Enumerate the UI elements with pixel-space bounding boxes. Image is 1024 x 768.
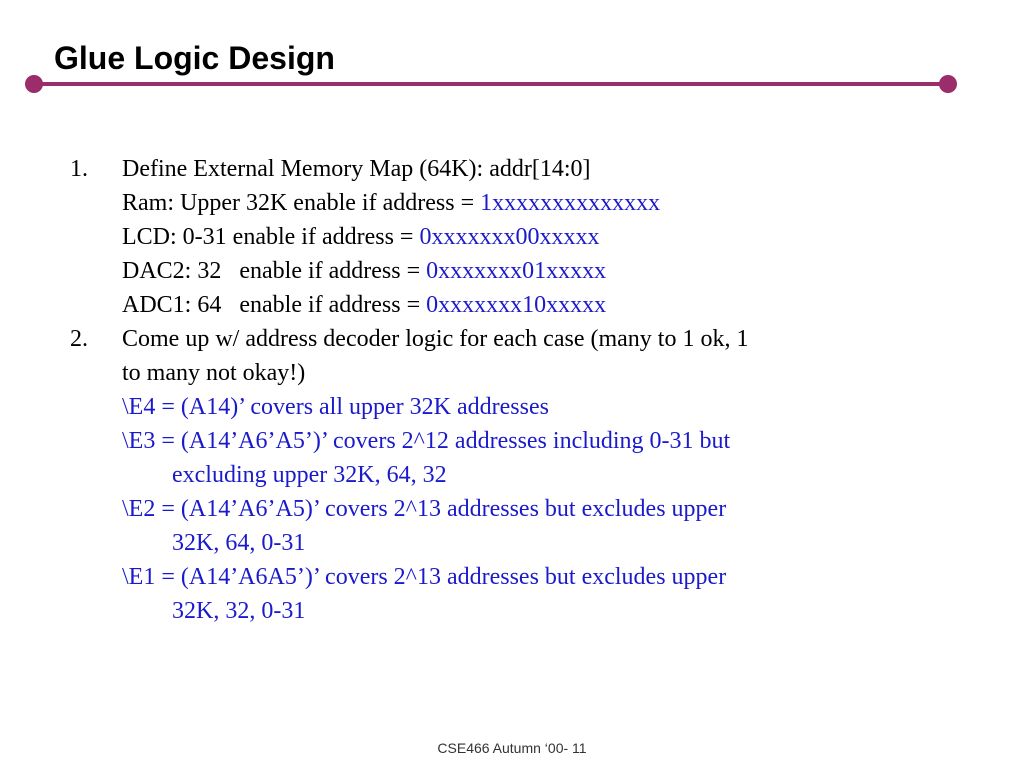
memory-map-row-dac2	[122, 256, 606, 286]
row-label: ADC1: 64 enable if address =	[122, 292, 427, 318]
row-label: DAC2: 32 enable if address =	[122, 258, 427, 284]
item-2-heading-line2: to many not okay!)	[122, 360, 306, 386]
memory-map-row-lcd	[122, 222, 599, 252]
row-address-pattern: 0xxxxxxx01xxxxx	[426, 258, 607, 284]
row-label: LCD: 0-31 enable if address =	[122, 224, 420, 250]
item-2-number: 2.	[70, 326, 88, 352]
equation-e2-continued: 32K, 64, 0-31	[172, 530, 306, 556]
row-address-pattern: 0xxxxxxx10xxxxx	[426, 292, 607, 318]
row-address-pattern: 1xxxxxxxxxxxxxx	[480, 190, 661, 216]
item-1-number: 1.	[70, 156, 88, 182]
memory-map-row-adc1	[122, 290, 606, 320]
equation-e1: \E1 = (A14’A6A5’)’ covers 2^13 addresses but excludes upper	[122, 564, 727, 590]
equation-e1-continued: 32K, 32, 0-31	[172, 598, 306, 624]
slide-title: Glue Logic Design	[54, 40, 335, 76]
row-label: Ram: Upper 32K enable if address =	[122, 190, 481, 216]
equation-e2: \E2 = (A14’A6’A5)’ covers 2^13 addresses but excludes upper	[122, 496, 727, 522]
item-1-heading: Define External Memory Map (64K): addr[14:0]	[122, 156, 591, 182]
row-address-pattern: 0xxxxxxx00xxxxx	[419, 224, 600, 250]
slide-footer: CSE466 Autumn ‘00- 11	[437, 740, 587, 756]
equation-e3: \E3 = (A14’A6’A5’)’ covers 2^12 addresses including 0-31 but	[122, 428, 731, 454]
equation-e4: \E4 = (A14)’ covers all upper 32K addresses	[122, 394, 549, 420]
equation-e3-continued: excluding upper 32K, 64, 32	[172, 462, 447, 488]
memory-map-row-ram	[122, 188, 660, 218]
item-2-heading-line1: Come up w/ address decoder logic for each case (many to 1 ok, 1	[122, 326, 749, 352]
